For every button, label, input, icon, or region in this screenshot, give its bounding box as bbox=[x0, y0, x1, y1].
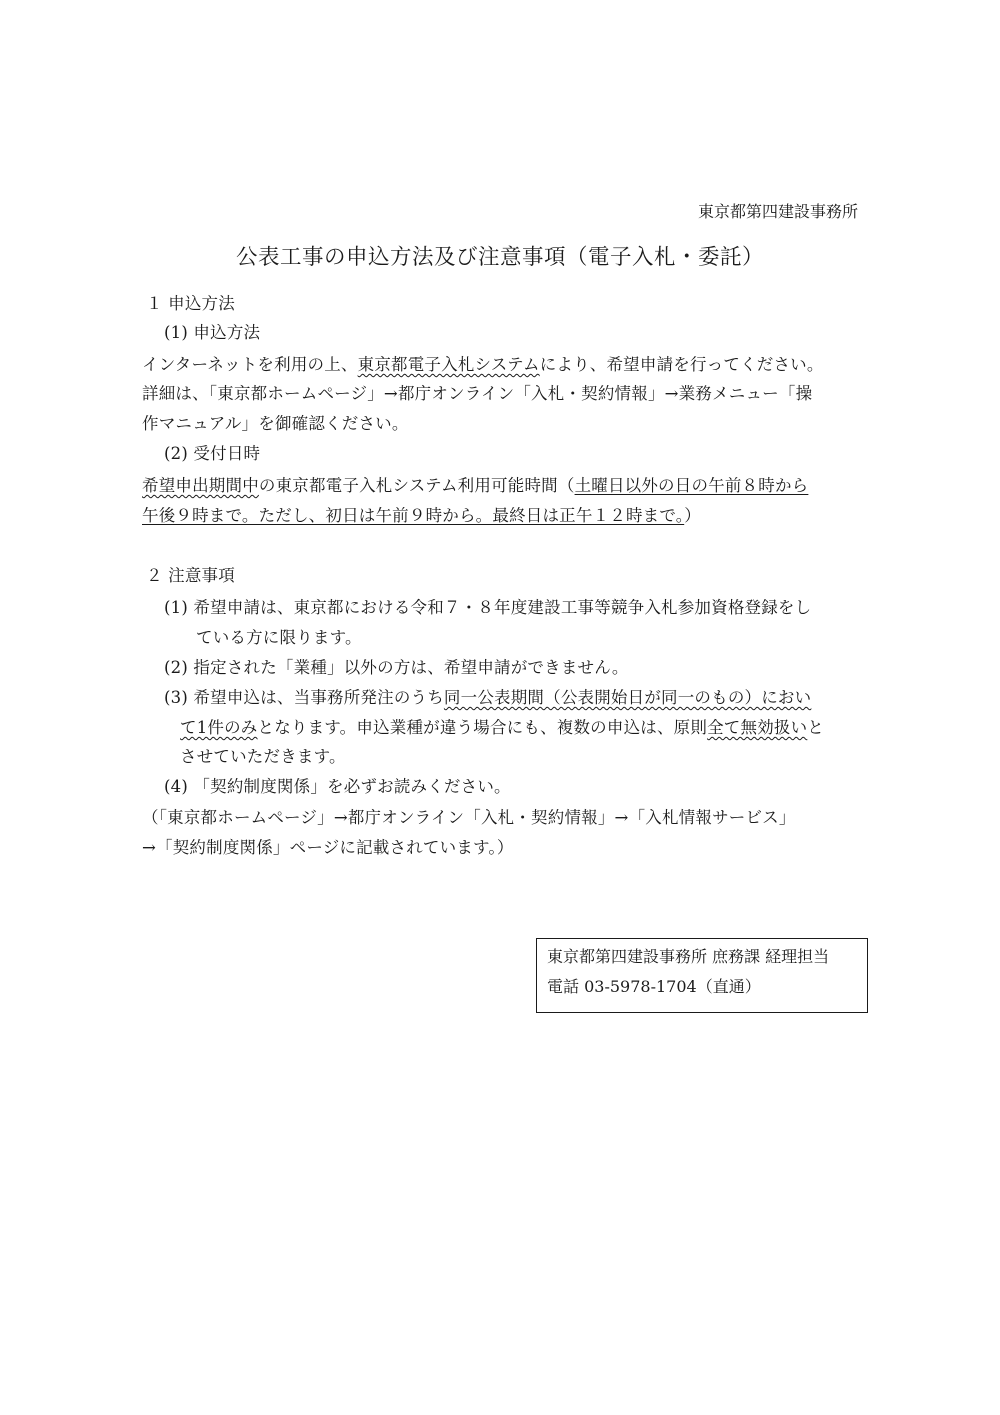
section-1-item-2-line-2 bbox=[142, 504, 701, 528]
invalid-text: 全て無効扱い bbox=[707, 718, 808, 737]
electronic-bidding-system-text: 東京都電子入札システム bbox=[357, 355, 540, 374]
section-1-item-2-line-1 bbox=[142, 474, 808, 498]
section-1-item-2-label: (2) 受付日時 bbox=[164, 444, 261, 463]
available-hours-text: 土曜日以外の日の午前８時から bbox=[574, 476, 809, 495]
section-2-item-4-line-2: （「東京都ホームページ」→都庁オンライン「入札・契約情報」→「入札情報サービス」 bbox=[142, 808, 796, 827]
application-period-text: 希望申出期間中 bbox=[142, 476, 259, 495]
available-hours-text-cont: 午後９時まで。ただし、初日は午前９時から。最終日は正午１２時まで。 bbox=[142, 506, 685, 525]
section-1-item-1-line-2: 詳細は、「東京都ホームページ」→都庁オンライン「入札・契約情報」→業務メニュー「操 bbox=[142, 384, 813, 403]
section-2-item-1-line-1: (1) 希望申請は、東京都における令和７・８年度建設工事等競争入札参加資格登録をし bbox=[164, 598, 812, 617]
same-period-text: 同一公表期間（公表開始日が同一のもの）におい bbox=[443, 688, 812, 707]
text-segment: (3) 希望申込は、当事務所発注のうち bbox=[164, 688, 444, 707]
section-2-item-4-line-1: (4) 「契約制度関係」を必ずお読みください。 bbox=[164, 777, 511, 796]
text-segment: の東京都電子入札システム利用可能時間（ bbox=[258, 476, 575, 495]
one-only-text: て1件のみ bbox=[180, 718, 258, 737]
section-1-item-1-line-3: 作マニュアル」を御確認ください。 bbox=[142, 414, 409, 433]
issuing-office: 東京都第四建設事務所 bbox=[697, 202, 858, 221]
section-1-heading: １ 申込方法 bbox=[146, 294, 235, 313]
section-2-item-1-line-2: ている方に限ります。 bbox=[196, 628, 362, 647]
contact-office: 東京都第四建設事務所 庶務課 経理担当 bbox=[547, 947, 830, 966]
text-segment: インターネットを利用の上、 bbox=[142, 355, 358, 374]
contact-phone: 電話 03-5978-1704（直通） bbox=[547, 977, 761, 996]
text-segment: により、希望申請を行ってください。 bbox=[539, 355, 824, 374]
section-2-item-2-line-1: (2) 指定された「業種」以外の方は、希望申請ができません。 bbox=[164, 658, 629, 677]
section-2-item-3-line-3: させていただきます。 bbox=[180, 747, 346, 766]
section-2-heading: ２ 注意事項 bbox=[146, 566, 235, 585]
document-title: 公表工事の申込方法及び注意事項（電子入札・委託） bbox=[235, 245, 764, 270]
text-segment: と bbox=[807, 718, 824, 737]
text-segment: となります。申込業種が違う場合にも、複数の申込は、原則 bbox=[257, 718, 708, 737]
section-1-item-1-label: (1) 申込方法 bbox=[164, 323, 261, 342]
section-2-item-4-line-3: →「契約制度関係」ページに記載されています。） bbox=[142, 838, 514, 857]
section-1-item-1-line-1 bbox=[142, 353, 824, 377]
text-segment: ） bbox=[684, 506, 701, 525]
section-2-item-3-line-1 bbox=[164, 686, 811, 710]
section-2-item-3-line-2 bbox=[180, 716, 824, 740]
contact-box bbox=[536, 938, 868, 1013]
